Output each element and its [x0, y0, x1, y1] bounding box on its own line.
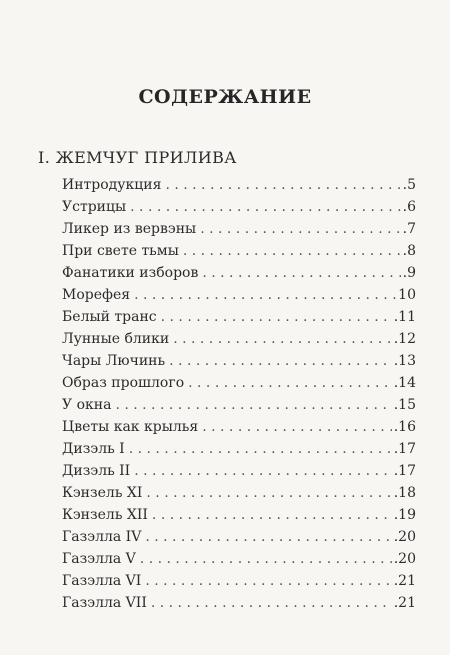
toc-entry-page: .16 — [393, 419, 416, 435]
toc-entry-title: Газэлла V — [62, 551, 136, 567]
toc-entry — [62, 592, 416, 614]
toc-entry — [62, 482, 416, 504]
toc-entry-page: .12 — [393, 331, 416, 347]
toc-entry-page: .15 — [393, 397, 416, 413]
toc-entry — [62, 438, 416, 460]
page-title: СОДЕРЖАНИЕ — [138, 86, 312, 108]
toc-entry — [62, 350, 416, 372]
dot-leader — [202, 416, 392, 438]
toc-entry-page: .21 — [393, 573, 416, 589]
toc-entry-page: .6 — [402, 199, 416, 215]
dot-leader — [134, 460, 392, 482]
dot-leader — [165, 174, 400, 196]
toc-entry-page: .19 — [393, 507, 416, 523]
toc-entry-title: Устрицы — [62, 199, 127, 215]
toc-entry — [62, 306, 416, 328]
toc-entry — [62, 460, 416, 482]
toc-entry-title: Фанатики изборов — [62, 265, 199, 281]
toc-entry-title: Интродукция — [62, 177, 162, 193]
toc-entry-page: .14 — [393, 375, 416, 391]
toc-entry-page: .18 — [393, 485, 416, 501]
dot-leader — [130, 196, 400, 218]
toc-entry — [62, 548, 416, 570]
toc-entry-page: .17 — [393, 463, 416, 479]
dot-leader — [129, 438, 392, 460]
toc-entry — [62, 416, 416, 438]
dot-leader — [161, 306, 392, 328]
toc-entry-title: Морефея — [62, 287, 131, 303]
toc-entry — [62, 394, 416, 416]
dot-leader — [134, 284, 396, 306]
dot-leader — [202, 262, 400, 284]
toc-entry-title: При свете тьмы — [62, 243, 179, 259]
toc-entry-title: Ликер из вервэны — [62, 221, 197, 237]
toc-entry-title: Образ прошлого — [62, 375, 185, 391]
toc-entry-title: Лунные блики — [62, 331, 170, 347]
toc-entry-page: .13 — [393, 353, 416, 369]
toc-entry-page: .8 — [402, 243, 416, 259]
toc-entry — [62, 504, 416, 526]
dot-leader — [146, 482, 391, 504]
toc-entry-title: Цветы как крылья — [62, 419, 199, 435]
toc-entry-title: Газэлла VII — [62, 595, 147, 611]
toc-entry — [62, 218, 416, 240]
dot-leader — [183, 240, 401, 262]
toc-entry-page: 10 — [398, 287, 416, 303]
toc-entry — [62, 570, 416, 592]
toc-entry — [62, 174, 416, 196]
toc-entry-page: .7 — [402, 221, 416, 237]
toc-entry — [62, 284, 416, 306]
toc-entry-title: Кэнзель XII — [62, 507, 148, 523]
toc-entry-title: Белый транс — [62, 309, 157, 325]
toc-entry-title: У окна — [62, 397, 112, 413]
toc-entry — [62, 196, 416, 218]
toc-entry-page: .21 — [393, 595, 416, 611]
dot-leader — [115, 394, 391, 416]
dot-leader — [152, 504, 392, 526]
toc-entry-title: Кэнзель XI — [62, 485, 143, 501]
dot-leader — [173, 328, 392, 350]
dot-leader — [200, 218, 400, 240]
toc-entry — [62, 526, 416, 548]
dot-leader — [169, 350, 392, 372]
toc-entry — [62, 240, 416, 262]
toc-entry — [62, 328, 416, 350]
toc-entry-title: Газэлла IV — [62, 529, 142, 545]
toc-entry-title: Чары Лючинь — [62, 353, 166, 369]
toc-entry-page: .5 — [402, 177, 416, 193]
toc-entry — [62, 372, 416, 394]
dot-leader — [145, 570, 391, 592]
toc-entry-page: .11 — [393, 309, 416, 325]
toc-entry-title: Дизэль II — [62, 463, 131, 479]
table-of-contents — [62, 174, 416, 614]
toc-entry-page: .17 — [393, 441, 416, 457]
toc-entry-page: .20 — [393, 529, 416, 545]
dot-leader — [145, 526, 391, 548]
dot-leader — [140, 548, 392, 570]
toc-entry-page: .9 — [402, 265, 416, 281]
toc-entry-title: Дизэль I — [62, 441, 125, 457]
toc-entry — [62, 262, 416, 284]
toc-entry-title: Газэлла VI — [62, 573, 142, 589]
dot-leader — [188, 372, 392, 394]
section-heading: I. ЖЕМЧУГ ПРИЛИВА — [38, 148, 237, 167]
toc-entry-page: .20 — [393, 551, 416, 567]
dot-leader — [151, 592, 392, 614]
